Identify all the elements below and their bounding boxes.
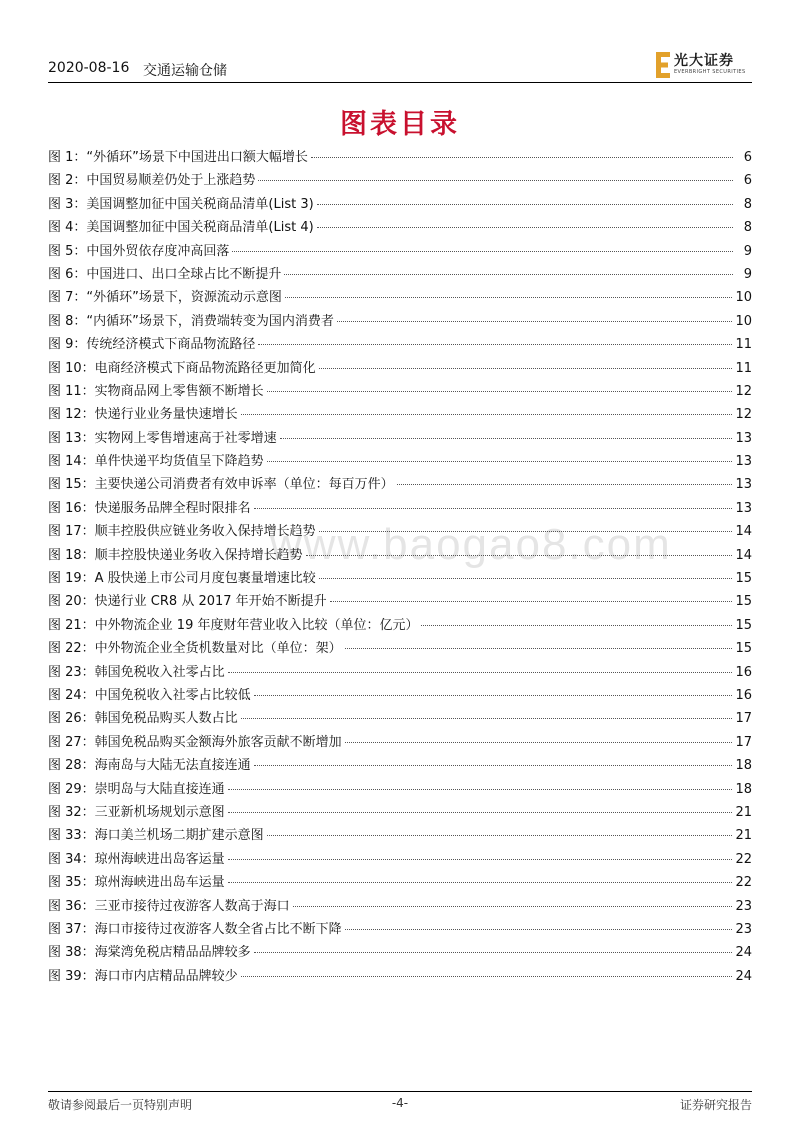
toc-entry-label: 图 3：美国调整加征中国关税商品清单(List 3) <box>48 196 314 212</box>
toc-entry[interactable] <box>48 895 752 918</box>
toc-entry-label: 图 10：电商经济模式下商品物流路径更加简化 <box>48 360 316 376</box>
page-header <box>48 53 752 80</box>
toc-entry-page: 11 <box>735 360 752 376</box>
toc-entry-page: 24 <box>735 945 752 961</box>
figure-index-list <box>48 146 752 988</box>
toc-entry[interactable] <box>48 544 752 567</box>
toc-entry[interactable] <box>48 497 752 520</box>
toc-entry[interactable] <box>48 473 752 496</box>
toc-leader-dots <box>284 274 733 275</box>
toc-leader-dots <box>345 648 733 649</box>
toc-entry[interactable] <box>48 240 752 263</box>
toc-entry-page: 15 <box>735 594 752 610</box>
toc-entry-label: 图 17：顺丰控股供应链业务收入保持增长趋势 <box>48 524 316 540</box>
toc-entry-label: 图 4：美国调整加征中国关税商品清单(List 4) <box>48 220 314 236</box>
toc-entry[interactable] <box>48 684 752 707</box>
toc-entry-page: 14 <box>735 547 752 563</box>
toc-entry-label: 图 26：韩国免税品购买人数占比 <box>48 711 238 727</box>
toc-entry[interactable] <box>48 941 752 964</box>
toc-entry[interactable] <box>48 707 752 730</box>
toc-entry-page: 18 <box>735 758 752 774</box>
toc-entry-label: 图 15：主要快递公司消费者有效申诉率（单位：每百万件） <box>48 477 394 493</box>
toc-entry-page: 9 <box>743 243 752 259</box>
toc-entry-label: 图 28：海南岛与大陆无法直接连通 <box>48 758 251 774</box>
toc-entry-page: 12 <box>735 407 752 423</box>
toc-entry-label: 图 1：“外循环”场景下中国进出口额大幅增长 <box>48 150 308 165</box>
toc-entry-page: 14 <box>735 524 752 540</box>
toc-entry-page: 23 <box>735 898 752 914</box>
toc-entry-page: 21 <box>735 804 752 820</box>
toc-leader-dots <box>319 578 733 579</box>
toc-entry-label: 图 12：快递行业业务量快速增长 <box>48 407 238 423</box>
toc-entry[interactable] <box>48 661 752 684</box>
toc-entry-page: 13 <box>735 500 752 516</box>
toc-entry-page: 17 <box>735 734 752 750</box>
toc-entry-page: 21 <box>735 828 752 844</box>
toc-entry-label: 图 9：传统经济模式下商品物流路径 <box>48 337 256 353</box>
toc-entry-label: 图 24：中国免税收入社零占比较低 <box>48 687 251 703</box>
toc-entry-label: 图 39：海口市内店精品品牌较少 <box>48 968 238 984</box>
toc-entry-page: 16 <box>735 664 752 680</box>
toc-entry-page: 15 <box>735 571 752 587</box>
toc-entry[interactable] <box>48 450 752 473</box>
page-title: 图表目录 <box>340 109 460 140</box>
toc-leader-dots <box>306 555 733 556</box>
toc-entry[interactable] <box>48 871 752 894</box>
toc-entry-label: 图 13：实物网上零售增速高于社零增速 <box>48 430 277 446</box>
toc-entry-label: 图 35：琼州海峡进出岛车运量 <box>48 875 225 891</box>
toc-entry-page: 10 <box>735 290 752 306</box>
toc-leader-dots <box>319 531 733 532</box>
toc-leader-dots <box>317 204 733 205</box>
toc-entry-label: 图 37：海口市接待过夜游客人数全省占比不断下降 <box>48 921 342 937</box>
toc-leader-dots <box>254 508 733 509</box>
toc-entry[interactable] <box>48 801 752 824</box>
toc-leader-dots <box>345 929 733 930</box>
toc-entry-page: 15 <box>735 641 752 657</box>
toc-entry-page: 8 <box>743 196 752 212</box>
toc-entry[interactable] <box>48 848 752 871</box>
page-number: -4- <box>391 1096 409 1110</box>
toc-entry-label: 图 19：A 股快递上市公司月度包裹量增速比较 <box>48 571 316 587</box>
header-rule <box>48 82 752 83</box>
toc-leader-dots <box>319 368 733 369</box>
toc-entry-page: 6 <box>743 150 752 165</box>
logo-name-cn: 光大证券 <box>674 53 734 69</box>
toc-entry-label: 图 16：快递服务品牌全程时限排名 <box>48 500 251 516</box>
toc-entry-label: 图 2：中国贸易顺差仍处于上涨趋势 <box>48 173 256 189</box>
toc-leader-dots <box>232 251 733 252</box>
toc-entry[interactable] <box>48 380 752 403</box>
toc-entry-label: 图 20：快递行业 CR8 从 2017 年开始不断提升 <box>48 594 327 610</box>
toc-entry[interactable] <box>48 614 752 637</box>
toc-entry-label: 图 34：琼州海峡进出岛客运量 <box>48 851 225 867</box>
toc-leader-dots <box>345 742 733 743</box>
toc-leader-dots <box>258 180 733 181</box>
toc-entry-page: 12 <box>735 383 752 399</box>
toc-entry-label: 图 21：中外物流企业 19 年度财年营业收入比较（单位：亿元） <box>48 617 419 633</box>
toc-entry-page: 22 <box>735 851 752 867</box>
toc-leader-dots <box>267 391 733 392</box>
toc-leader-dots <box>285 297 733 298</box>
toc-entry-page: 13 <box>735 477 752 493</box>
toc-leader-dots <box>254 695 733 696</box>
toc-leader-dots <box>228 789 733 790</box>
toc-entry[interactable] <box>48 637 752 660</box>
toc-entry-page: 13 <box>735 430 752 446</box>
toc-entry[interactable] <box>48 286 752 309</box>
toc-entry[interactable] <box>48 590 752 613</box>
toc-entry-page: 23 <box>735 921 752 937</box>
toc-leader-dots <box>267 835 733 836</box>
toc-entry[interactable] <box>48 357 752 380</box>
logo-name-en: EVERBRIGHT SECURITIES <box>674 69 746 75</box>
toc-entry-page: 22 <box>735 875 752 891</box>
toc-leader-dots <box>397 484 733 485</box>
toc-leader-dots <box>241 718 733 719</box>
toc-entry[interactable] <box>48 918 752 941</box>
toc-entry-label: 图 33：海口美兰机场二期扩建示意图 <box>48 828 264 844</box>
toc-leader-dots <box>228 882 733 883</box>
toc-leader-dots <box>241 976 733 977</box>
page-footer <box>48 1096 752 1116</box>
toc-leader-dots <box>228 812 733 813</box>
report-sector: 交通运输仓储 <box>143 63 227 79</box>
toc-entry-page: 15 <box>735 617 752 633</box>
toc-entry-label: 图 22：中外物流企业全货机数量对比（单位：架） <box>48 641 342 657</box>
toc-leader-dots <box>254 765 733 766</box>
toc-entry-label: 图 6：中国进口、出口全球占比不断提升 <box>48 266 282 282</box>
toc-entry-label: 图 32：三亚新机场规划示意图 <box>48 804 225 820</box>
toc-leader-dots <box>293 906 733 907</box>
toc-entry[interactable] <box>48 310 752 333</box>
toc-entry[interactable] <box>48 333 752 356</box>
toc-entry-page: 16 <box>735 687 752 703</box>
toc-entry-page: 18 <box>735 781 752 797</box>
toc-leader-dots <box>330 601 733 602</box>
toc-entry[interactable] <box>48 778 752 801</box>
toc-entry-page: 6 <box>743 173 752 189</box>
toc-entry[interactable] <box>48 263 752 286</box>
toc-entry-label: 图 8：“内循环”场景下，消费端转变为国内消费者 <box>48 313 334 329</box>
toc-entry[interactable] <box>48 403 752 426</box>
footer-rule <box>48 1091 752 1092</box>
toc-entry-label: 图 11：实物商品网上零售额不断增长 <box>48 383 264 399</box>
toc-entry[interactable] <box>48 146 752 169</box>
toc-entry-label: 图 5：中国外贸依存度冲高回落 <box>48 243 230 259</box>
watermark: www.baogao8.com <box>270 520 672 569</box>
toc-entry-page: 11 <box>735 337 752 353</box>
toc-entry-page: 8 <box>743 220 752 236</box>
toc-entry[interactable] <box>48 567 752 590</box>
report-date: 2020-08-16 <box>48 60 130 76</box>
footer-report-type: 证券研究报告 <box>679 1098 752 1112</box>
toc-entry[interactable] <box>48 754 752 777</box>
toc-entry-label: 图 36：三亚市接待过夜游客人数高于海口 <box>48 898 290 914</box>
toc-leader-dots <box>228 672 733 673</box>
toc-entry-page: 24 <box>735 968 752 984</box>
everbright-logo <box>656 48 752 82</box>
toc-entry-page: 13 <box>735 454 752 470</box>
toc-entry-page: 9 <box>743 266 752 282</box>
toc-entry[interactable] <box>48 731 752 754</box>
toc-leader-dots <box>311 157 733 158</box>
toc-entry-label: 图 23：韩国免税收入社零占比 <box>48 664 225 680</box>
toc-leader-dots <box>317 227 733 228</box>
toc-entry-label: 图 18：顺丰控股快递业务收入保持增长趋势 <box>48 547 303 563</box>
toc-entry-page: 17 <box>735 711 752 727</box>
toc-entry-label: 图 14：单件快递平均货值呈下降趋势 <box>48 454 264 470</box>
toc-leader-dots <box>421 625 732 626</box>
footer-disclaimer: 敬请参阅最后一页特别声明 <box>48 1098 193 1112</box>
toc-entry-label: 图 29：崇明岛与大陆直接连通 <box>48 781 225 797</box>
toc-leader-dots <box>280 438 733 439</box>
toc-entry[interactable] <box>48 824 752 847</box>
toc-leader-dots <box>258 344 732 345</box>
toc-entry[interactable] <box>48 427 752 450</box>
toc-leader-dots <box>241 414 733 415</box>
toc-entry-label: 图 27：韩国免税品购买金额海外旅客贡献不断增加 <box>48 734 342 750</box>
toc-leader-dots <box>254 952 733 953</box>
toc-entry[interactable] <box>48 169 752 192</box>
toc-entry-label: 图 38：海棠湾免税店精品品牌较多 <box>48 945 251 961</box>
toc-entry[interactable] <box>48 193 752 216</box>
toc-entry-page: 10 <box>735 313 752 329</box>
toc-entry-label: 图 7：“外循环”场景下，资源流动示意图 <box>48 290 282 306</box>
toc-leader-dots <box>228 859 733 860</box>
toc-leader-dots <box>337 321 733 322</box>
toc-entry[interactable] <box>48 965 752 988</box>
toc-entry[interactable] <box>48 216 752 239</box>
everbright-logo-icon <box>656 52 670 78</box>
toc-leader-dots <box>267 461 733 462</box>
toc-entry[interactable] <box>48 520 752 543</box>
